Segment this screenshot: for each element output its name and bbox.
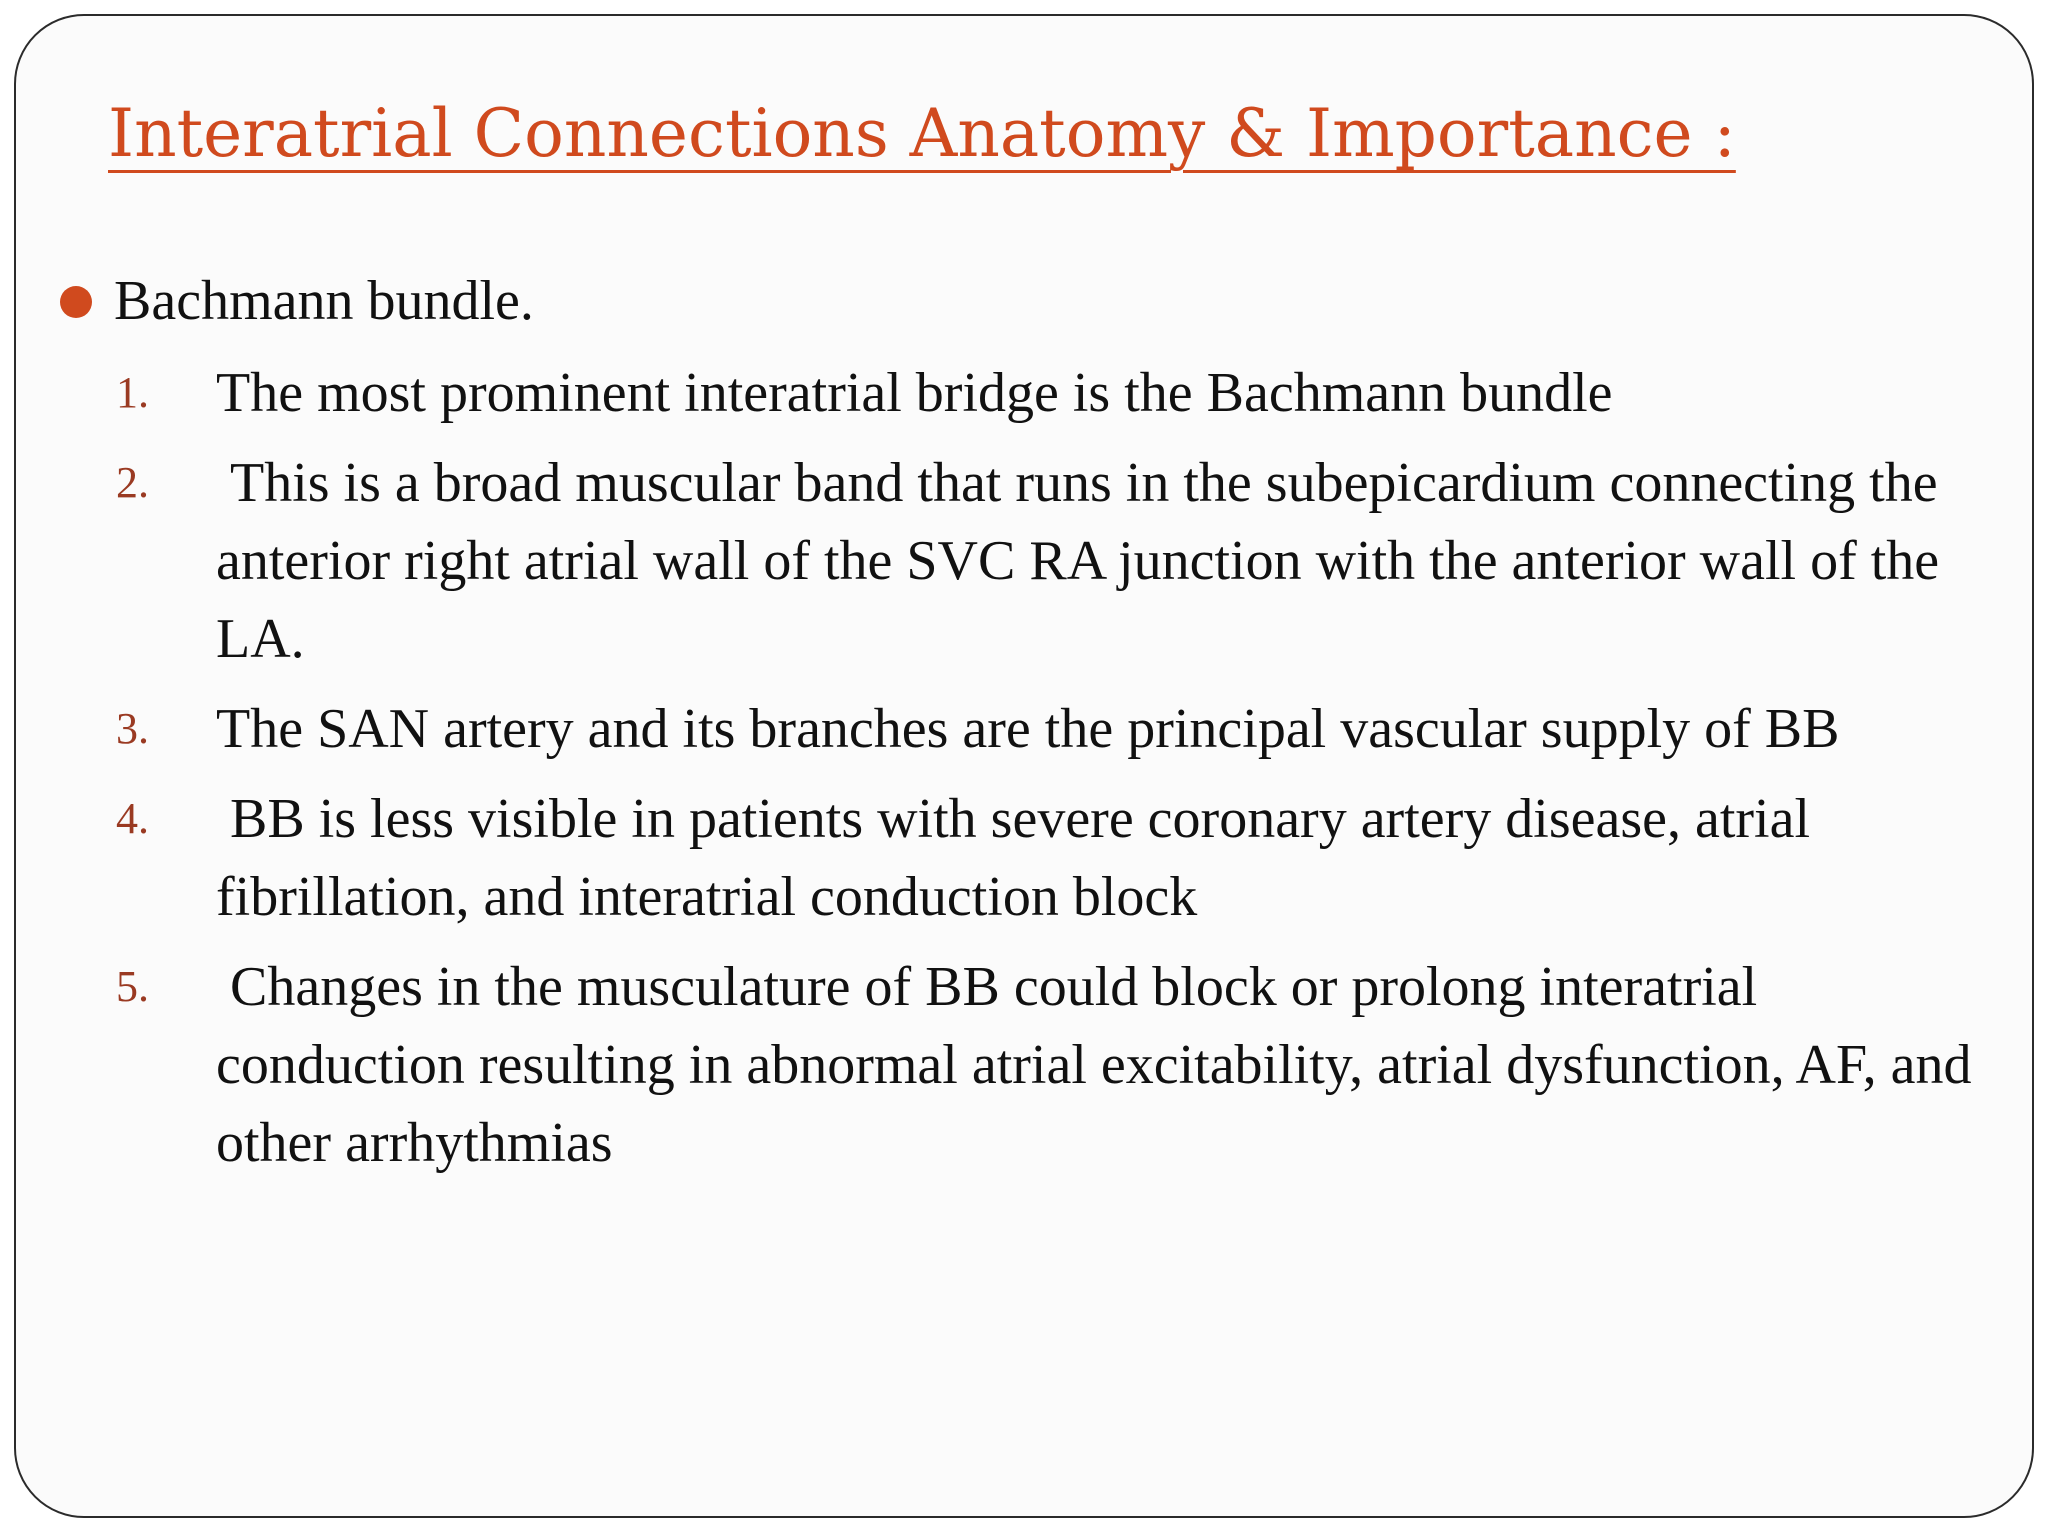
list-item-text: The SAN artery and its branches are the principal vascular supply of BB (216, 698, 1840, 760)
list-item-number: 2. (116, 458, 149, 507)
list-item-text: BB is less visible in patients with severe coronary artery disease, atrial fibrillation, and interatrial conduction block (216, 788, 1811, 928)
slide (14, 14, 2034, 1518)
slide-title: Interatrial Connections Anatomy & Importance : (108, 95, 1736, 172)
list-item-number: 5. (116, 962, 149, 1011)
list-item (116, 354, 2006, 432)
bullet-text: Bachmann bundle. (114, 270, 534, 332)
list-item-text: The most prominent interatrial bridge is the Bachmann bundle (216, 362, 1613, 424)
bullet-dot-icon (60, 286, 92, 318)
list-item (116, 948, 2006, 1182)
list-item-text: Changes in the musculature of BB could block or prolong interatrial conduction resulting in abnormal atrial excitability, atrial dysfunction, AF, and other arrhythmias (216, 956, 1972, 1174)
list-item-number: 4. (116, 794, 149, 843)
list-item-number: 3. (116, 704, 149, 753)
numbered-list (116, 354, 2006, 1194)
bullet-item (60, 268, 534, 335)
list-item-number: 1. (116, 368, 149, 417)
list-item (116, 690, 2006, 768)
list-item (116, 780, 2006, 936)
list-item (116, 444, 2006, 678)
list-item-text: This is a broad muscular band that runs in the subepicardium connecting the anterior right atrial wall of the SVC RA junction with the anterior wall of the LA. (216, 452, 1940, 670)
